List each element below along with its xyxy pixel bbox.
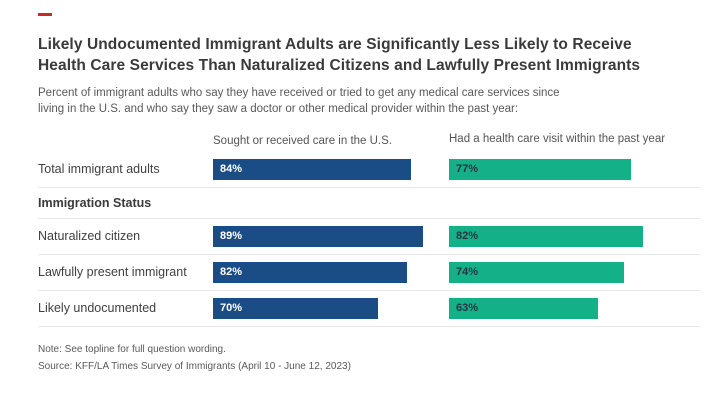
bar-track [449, 226, 685, 247]
bar-sought-care [213, 226, 423, 247]
chart-row [38, 222, 700, 251]
note-text: Note: See topline for full question wording. [38, 343, 226, 355]
category-label: Total immigrant adults [38, 162, 160, 176]
section-header-row [38, 191, 700, 215]
chart-row [38, 155, 700, 184]
row-divider [38, 254, 700, 255]
brand-accent-mark [38, 13, 52, 16]
chart-subtitle-line-1: Percent of immigrant adults who say they have received or tried to get any medical care services since [38, 87, 560, 99]
bar-value-label: 84% [220, 163, 243, 175]
header-spacer [38, 132, 213, 149]
section-header-label: Immigration Status [38, 195, 152, 210]
bar-value-label: 89% [220, 230, 243, 242]
bar-value-label: 63% [456, 302, 479, 314]
row-divider [38, 218, 700, 219]
bar-sought-care [213, 262, 407, 283]
bar-health-visit [449, 159, 631, 180]
row-divider [38, 326, 700, 327]
chart-row [38, 294, 700, 323]
chart-title-line-2: Health Care Services Than Naturalized Citizens and Lawfully Present Immigrants [38, 57, 641, 74]
row-divider [38, 290, 700, 291]
bar-value-label: 74% [456, 266, 479, 278]
series-1-column-header: Sought or received care in the U.S. [213, 135, 392, 147]
bar-track [449, 262, 685, 283]
series-2-column-header: Had a health care visit within the past year [449, 133, 666, 145]
bar-health-visit [449, 226, 643, 247]
bar-track [213, 298, 449, 319]
chart-subtitle-line-2: living in the U.S. and who say they saw a doctor or other medical provider within the past year: [38, 102, 519, 115]
bar-health-visit [449, 262, 624, 283]
bar-sought-care [213, 298, 378, 319]
chart-row [38, 258, 700, 287]
bar-track [449, 159, 685, 180]
grouped-bar-chart [38, 132, 700, 327]
category-label: Naturalized citizen [38, 229, 141, 243]
bar-value-label: 77% [456, 163, 479, 175]
chart-title [38, 34, 700, 76]
chart-subtitle [38, 86, 700, 117]
bar-value-label: 82% [220, 266, 243, 278]
bar-health-visit [449, 298, 598, 319]
source-text: Source: KFF/LA Times Survey of Immigrants (April 10 - June 12, 2023) [38, 360, 351, 372]
category-label: Likely undocumented [38, 301, 157, 315]
bar-value-label: 70% [220, 302, 243, 314]
bar-track [213, 262, 449, 283]
bar-track [213, 159, 449, 180]
bar-value-label: 82% [456, 230, 479, 242]
chart-rows [38, 155, 700, 327]
chart-title-line-1: Likely Undocumented Immigrant Adults are Significantly Less Likely to Receive [38, 36, 632, 53]
bar-sought-care [213, 159, 411, 180]
category-label: Lawfully present immigrant [38, 265, 187, 279]
bar-track [449, 298, 685, 319]
column-headers [38, 132, 700, 149]
row-divider [38, 187, 700, 188]
bar-track [213, 226, 449, 247]
